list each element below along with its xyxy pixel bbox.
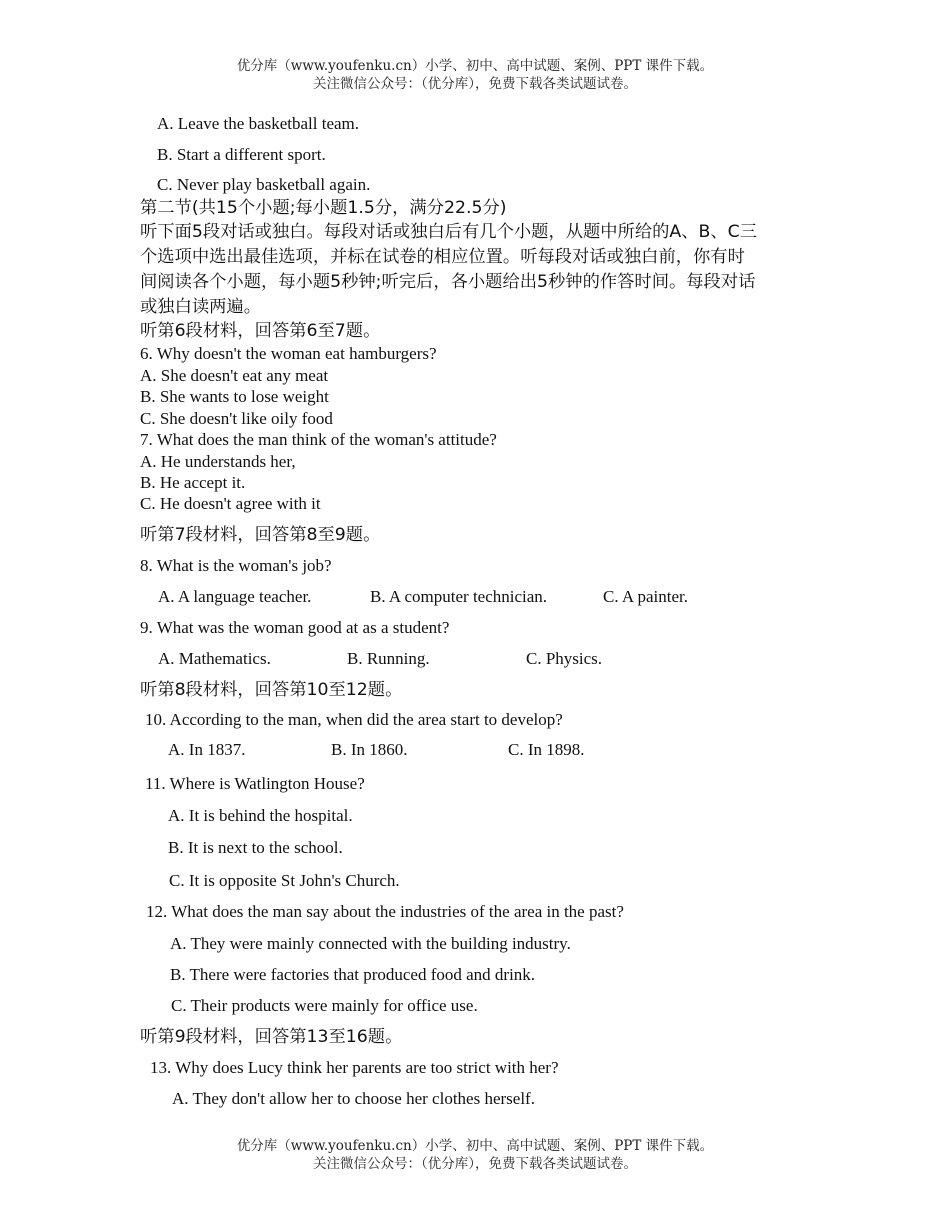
q8-option-c: C. A painter. — [603, 587, 688, 606]
q9-option-b: B. Running. — [347, 649, 430, 668]
q12-option-c: C. Their products were mainly for office use. — [171, 996, 478, 1015]
q10-option-a: A. In 1837. — [168, 740, 246, 759]
q10-option-c: C. In 1898. — [508, 740, 585, 759]
option-c: C. Never play basketball again. — [157, 175, 371, 194]
q12-option-b: B. There were factories that produced food and drink. — [170, 965, 536, 984]
instruction-line: 听下面5段对话或独白。每段对话或独白后有几个小题，从题中所给的A、B、C三 — [140, 222, 758, 242]
q6-option-a: A. She doesn't eat any meat — [140, 366, 329, 385]
q8-option-b: B. A computer technician. — [370, 587, 548, 606]
option-b: B. Start a different sport. — [157, 145, 326, 164]
instruction-line: 间阅读各个小题，每小题5秒钟;听完后，各小题给出5秒钟的作答时间。每段对话 — [140, 272, 756, 292]
q10-option-b: B. In 1860. — [331, 740, 408, 759]
page-header — [0, 57, 950, 93]
q8-option-a: A. A language teacher. — [158, 587, 312, 606]
material-heading: 听第6段材料，回答第6至7题。 — [140, 321, 381, 341]
question-7: 7. What does the man think of the woman's attitude? — [140, 430, 497, 449]
q13-option-a: A. They don't allow her to choose her clothes herself. — [172, 1089, 535, 1108]
q6-option-b: B. She wants to lose weight — [140, 387, 329, 406]
q7-option-b: B. He accept it. — [140, 473, 246, 492]
option-a: A. Leave the basketball team. — [157, 114, 360, 133]
q7-option-a: A. He understands her, — [140, 452, 296, 471]
material-heading: 听第7段材料，回答第8至9题。 — [140, 525, 381, 545]
q11-option-b: B. It is next to the school. — [168, 838, 343, 857]
footer-line-2: 关注微信公众号：（优分库），免费下载各类试题试卷。 — [313, 1156, 637, 1172]
question-12: 12. What does the man say about the industries of the area in the past? — [146, 902, 624, 921]
header-line-2: 关注微信公众号：（优分库），免费下载各类试题试卷。 — [313, 76, 637, 92]
q6-option-c: C. She doesn't like oily food — [140, 409, 333, 428]
footer-line-1: 优分库（www.youfenku.cn）小学、初中、高中试题、案例、PPT 课件下载。 — [236, 1138, 714, 1154]
question-13: 13. Why does Lucy think her parents are too strict with her? — [150, 1058, 559, 1077]
material-heading: 听第8段材料，回答第10至12题。 — [140, 680, 403, 700]
question-9: 9. What was the woman good at as a student? — [140, 618, 450, 637]
instruction-line: 个选项中选出最佳选项，并标在试卷的相应位置。听每段对话或独白前，你有时 — [140, 247, 745, 267]
question-8: 8. What is the woman's job? — [140, 556, 332, 575]
q11-option-a: A. It is behind the hospital. — [168, 806, 353, 825]
material-heading: 听第9段材料，回答第13至16题。 — [140, 1027, 403, 1047]
question-10: 10. According to the man, when did the area start to develop? — [145, 710, 563, 729]
instruction-line: 或独白读两遍。 — [140, 297, 261, 317]
q9-option-c: C. Physics. — [526, 649, 603, 668]
page-footer — [0, 1137, 950, 1173]
question-6: 6. Why doesn't the woman eat hamburgers? — [140, 344, 437, 363]
header-line-1: 优分库（www.youfenku.cn）小学、初中、高中试题、案例、PPT 课件下载。 — [236, 58, 714, 74]
q11-option-c: C. It is opposite St John's Church. — [169, 871, 400, 890]
q9-option-a: A. Mathematics. — [158, 649, 271, 668]
section-title: 第二节(共15个小题;每小题1.5分，满分22.5分) — [140, 198, 507, 218]
q12-option-a: A. They were mainly connected with the building industry. — [170, 934, 571, 953]
q7-option-c: C. He doesn't agree with it — [140, 494, 321, 513]
question-11: 11. Where is Watlington House? — [145, 774, 365, 793]
